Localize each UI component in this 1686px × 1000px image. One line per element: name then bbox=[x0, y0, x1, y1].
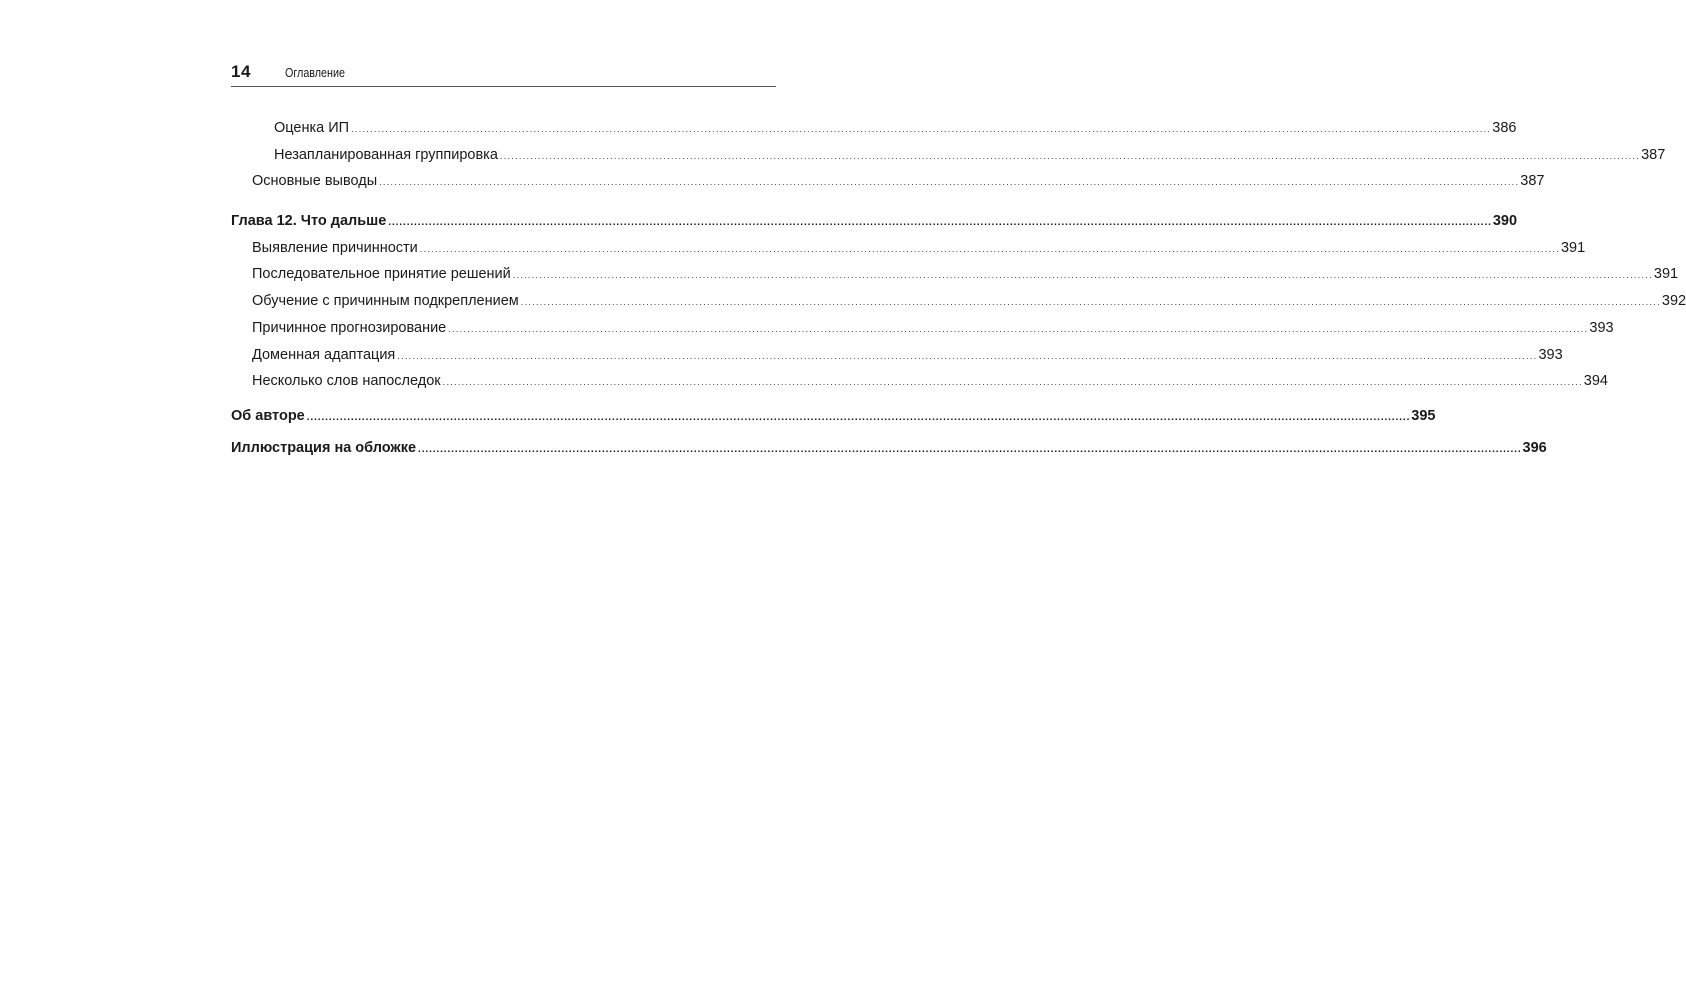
toc-entry-title: Обучение с причинным подкреплением bbox=[252, 293, 519, 310]
toc-chapter-entry bbox=[231, 403, 1436, 430]
dot-leader: ............................................................................................................................................................................................................................................................................................................ bbox=[448, 323, 1589, 334]
toc-entry-page: 391 bbox=[1653, 266, 1679, 283]
toc-entry-title: Последовательное принятие решений bbox=[252, 266, 511, 283]
dot-leader: ............................................................................................................................................................................................................................................................................................................ bbox=[379, 177, 1520, 188]
toc-entry-page: 394 bbox=[1583, 373, 1608, 390]
toc-entry bbox=[231, 342, 1563, 369]
toc-entry-title: Доменная адаптация bbox=[252, 346, 396, 363]
toc-entry-page: 396 bbox=[1522, 439, 1547, 456]
toc-entry bbox=[231, 142, 1666, 169]
toc-entry bbox=[231, 168, 1545, 195]
dot-leader: ............................................................................................................................................................................................................................................................................................................ bbox=[306, 411, 1411, 423]
toc-entry-title: Об авторе bbox=[231, 407, 305, 424]
toc-entry-title: Незапланированная группировка bbox=[274, 146, 498, 163]
dot-leader: ............................................................................................................................................................................................................................................................................................................ bbox=[397, 350, 1538, 361]
running-header bbox=[231, 60, 776, 87]
toc-entry bbox=[231, 115, 1517, 142]
dot-leader: ............................................................................................................................................................................................................................................................................................................ bbox=[512, 270, 1653, 281]
toc-entry-page: 387 bbox=[1641, 146, 1666, 163]
toc-entry-page: 395 bbox=[1411, 407, 1436, 424]
toc-entry-title: Выявление причинности bbox=[252, 239, 418, 256]
dot-leader: ............................................................................................................................................................................................................................................................................................................ bbox=[388, 217, 1492, 229]
toc-entry-page: 393 bbox=[1589, 319, 1614, 336]
toc-entry-title: Несколько слов напоследок bbox=[252, 373, 441, 390]
toc-entry bbox=[231, 315, 1614, 342]
toc-chapter-entry bbox=[231, 435, 1547, 462]
toc-entry-page: 392 bbox=[1661, 293, 1686, 310]
toc-entry-title: Основные выводы bbox=[252, 173, 378, 190]
toc-entry-title: Причинное прогнозирование bbox=[252, 319, 447, 336]
dot-leader: ............................................................................................................................................................................................................................................................................................................ bbox=[419, 243, 1560, 254]
toc-entry-page: 393 bbox=[1538, 346, 1563, 363]
toc-entry bbox=[231, 288, 1686, 315]
toc-entry-title: Глава 12. Что дальше bbox=[231, 213, 387, 230]
toc-chapter-entry bbox=[231, 208, 1518, 235]
book-page bbox=[231, 60, 1686, 461]
toc-entry bbox=[231, 261, 1679, 288]
dot-leader: ............................................................................................................................................................................................................................................................................................................ bbox=[351, 124, 1492, 134]
toc-entry bbox=[231, 368, 1608, 395]
dot-leader: ............................................................................................................................................................................................................................................................................................................ bbox=[418, 443, 1522, 455]
toc-entry-title: Иллюстрация на обложке bbox=[231, 439, 417, 456]
dot-leader: ............................................................................................................................................................................................................................................................................................................ bbox=[520, 297, 1661, 308]
table-of-contents bbox=[231, 115, 1686, 461]
dot-leader: ............................................................................................................................................................................................................................................................................................................ bbox=[442, 377, 1583, 388]
toc-entry-page: 387 bbox=[1520, 173, 1545, 190]
toc-entry-page: 391 bbox=[1560, 239, 1586, 256]
dot-leader: ............................................................................................................................................................................................................................................................................................................ bbox=[499, 150, 1641, 161]
toc-entry-title: Оценка ИП bbox=[274, 120, 350, 136]
toc-entry-page: 390 bbox=[1492, 213, 1518, 230]
toc-entry bbox=[231, 235, 1586, 262]
page-number: 14 bbox=[231, 62, 251, 81]
section-title: Оглавление bbox=[285, 66, 345, 80]
toc-entry-page: 386 bbox=[1492, 120, 1517, 136]
